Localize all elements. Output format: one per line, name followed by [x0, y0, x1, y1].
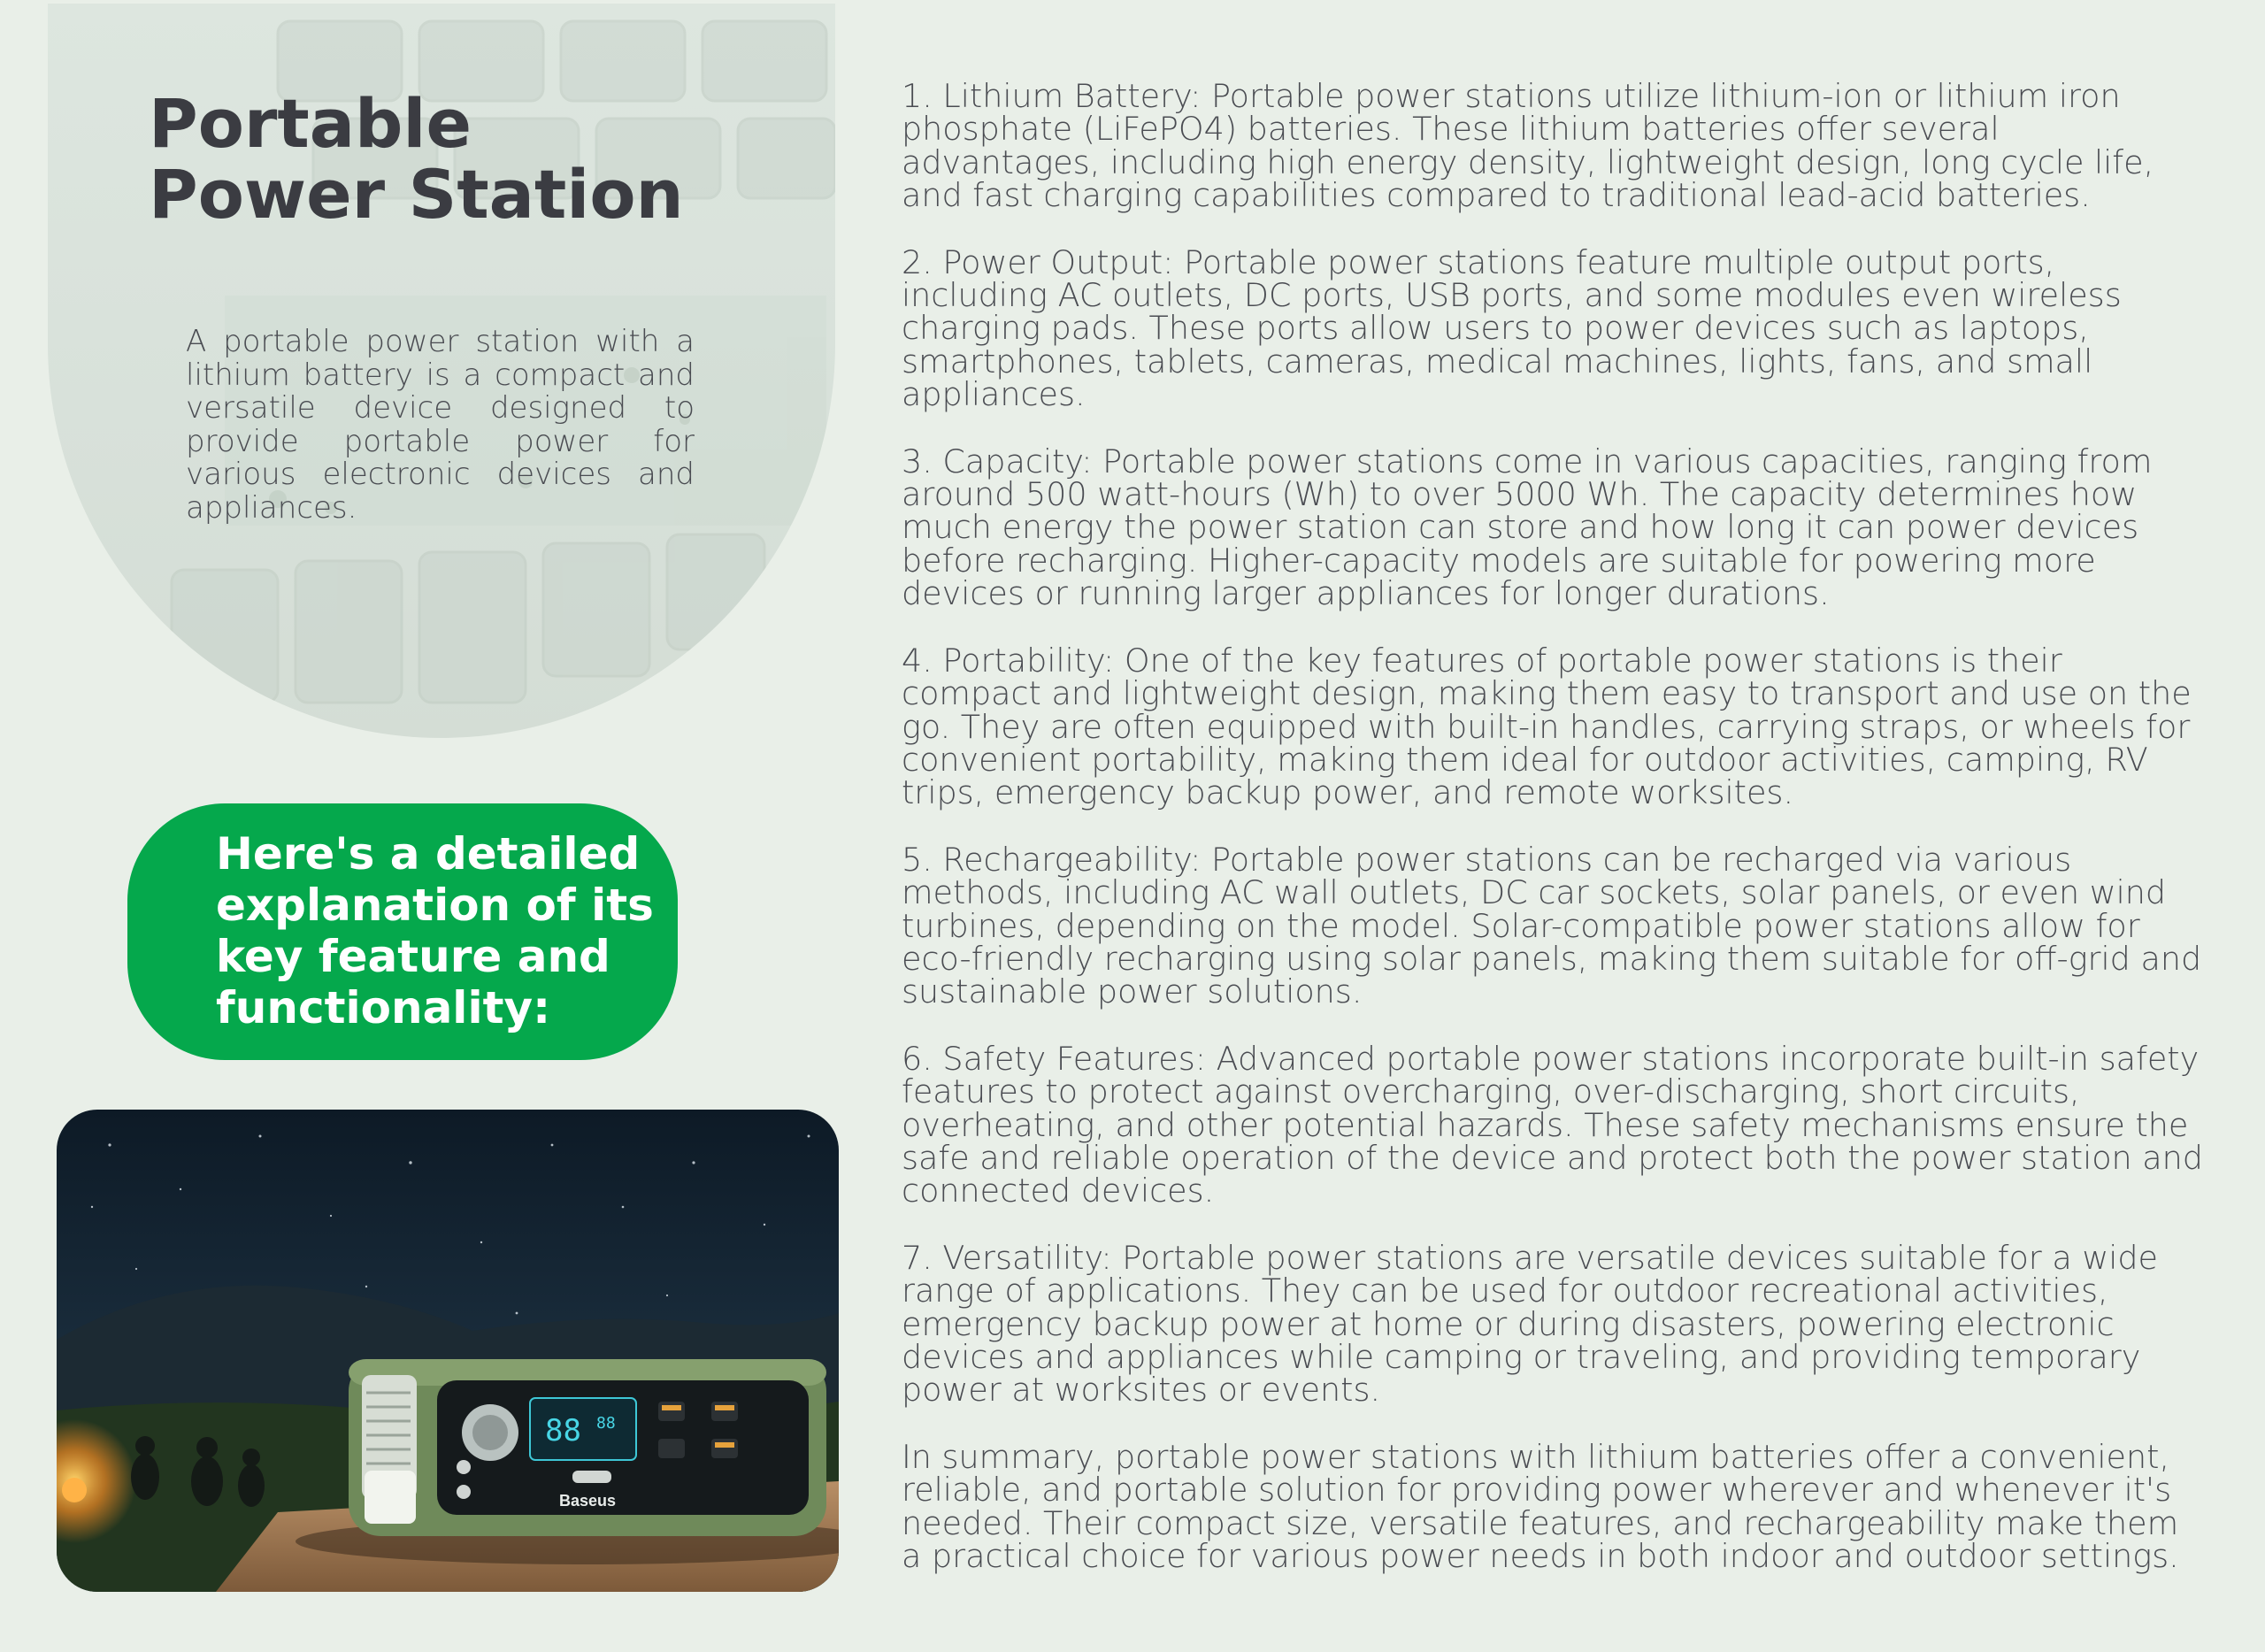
- page-title: [149, 84, 684, 234]
- feature-item: 1. Lithium Battery: Portable power stations utilize lithium-ion or lithium iron phosphate (LiFePO4) batteries. These lithium batteries offer several advantages, including high energy density, lightweight design, long cycle life, and fast charging capabilities compared to traditional lead-acid batteries.: [902, 77, 2154, 215]
- display-readout: 88: [545, 1413, 581, 1448]
- product-photo: [57, 1110, 839, 1592]
- feature-item: 3. Capacity: Portable power stations come in various capacities, ranging from around 500 watt-hours (Wh) to over 5000 Wh. The capacity determines how much energy the power station can store and how long it can power devices before recharging. Higher-capacity models are suitable for powering more devices or running larger appliances for longer durations.: [902, 442, 2153, 613]
- brand-label: Baseus: [558, 1492, 617, 1510]
- title-line-2: Power Station: [149, 155, 684, 234]
- summary-paragraph: In summary, portable power stations with lithium batteries offer a convenient, reliable, and portable solution for providing power wherever and whenever it's needed. Their compact size, versatile features, and rechargeability make them a practical choice for various power needs in both indoor and outdoor settings.: [902, 1437, 2179, 1576]
- title-line-1: Portable: [149, 84, 472, 163]
- feature-item: 7. Versatility: Portable power stations are versatile devices suitable for a wide range of applications. They can be used for outdoor recreational activities, emergency backup power at home or during disasters, powering electronic devices and appliances while camping or traveling, and providing temporary power at worksites or events.: [902, 1238, 2158, 1410]
- display-readout-small: 88: [596, 1414, 616, 1433]
- feature-list: [902, 77, 2207, 1606]
- feature-item: 6. Safety Features: Advanced portable power stations incorporate built-in safety features to protect against overcharging, over-discharging, short circuits, overheating, and other potential hazards. These safety mechanisms ensure the safe and reliable operation of the device and protect both the power station and connected devices.: [902, 1039, 2203, 1210]
- feature-item: 4. Portability: One of the key features of portable power stations is their compact and lightweight design, making them easy to transport and use on the go. They are often equipped with built-in handles, carrying straps, or wheels for convenient portability, making them ideal for outdoor activities, camping, RV trips, emergency backup power, and remote worksites.: [902, 641, 2192, 812]
- intro-paragraph: A portable power station with a lithium battery is a compact and versatile device designed to provide portable power for various electronic devices and appliances.: [186, 324, 695, 526]
- callout-text: Here's a detailed explanation of its key feature and functionality:: [216, 828, 654, 1033]
- feature-item: 5. Rechargeability: Portable power stations can be recharged via various methods, including AC wall outlets, DC car sockets, solar panels, or even wind turbines, depending on the model. Solar-compatible power stations allow for eco-friendly recharging using solar panels, making them suitable for off-grid and sustainable power solutions.: [902, 840, 2202, 1011]
- feature-item: 2. Power Output: Portable power stations feature multiple output ports, including AC outlets, DC ports, USB ports, and some modules even wireless charging pads. These ports allow users to power devices such as laptops, smartphones, tablets, cameras, medical machines, lights, fans, and small appliances.: [902, 242, 2122, 414]
- power-station-scene: [57, 1110, 839, 1592]
